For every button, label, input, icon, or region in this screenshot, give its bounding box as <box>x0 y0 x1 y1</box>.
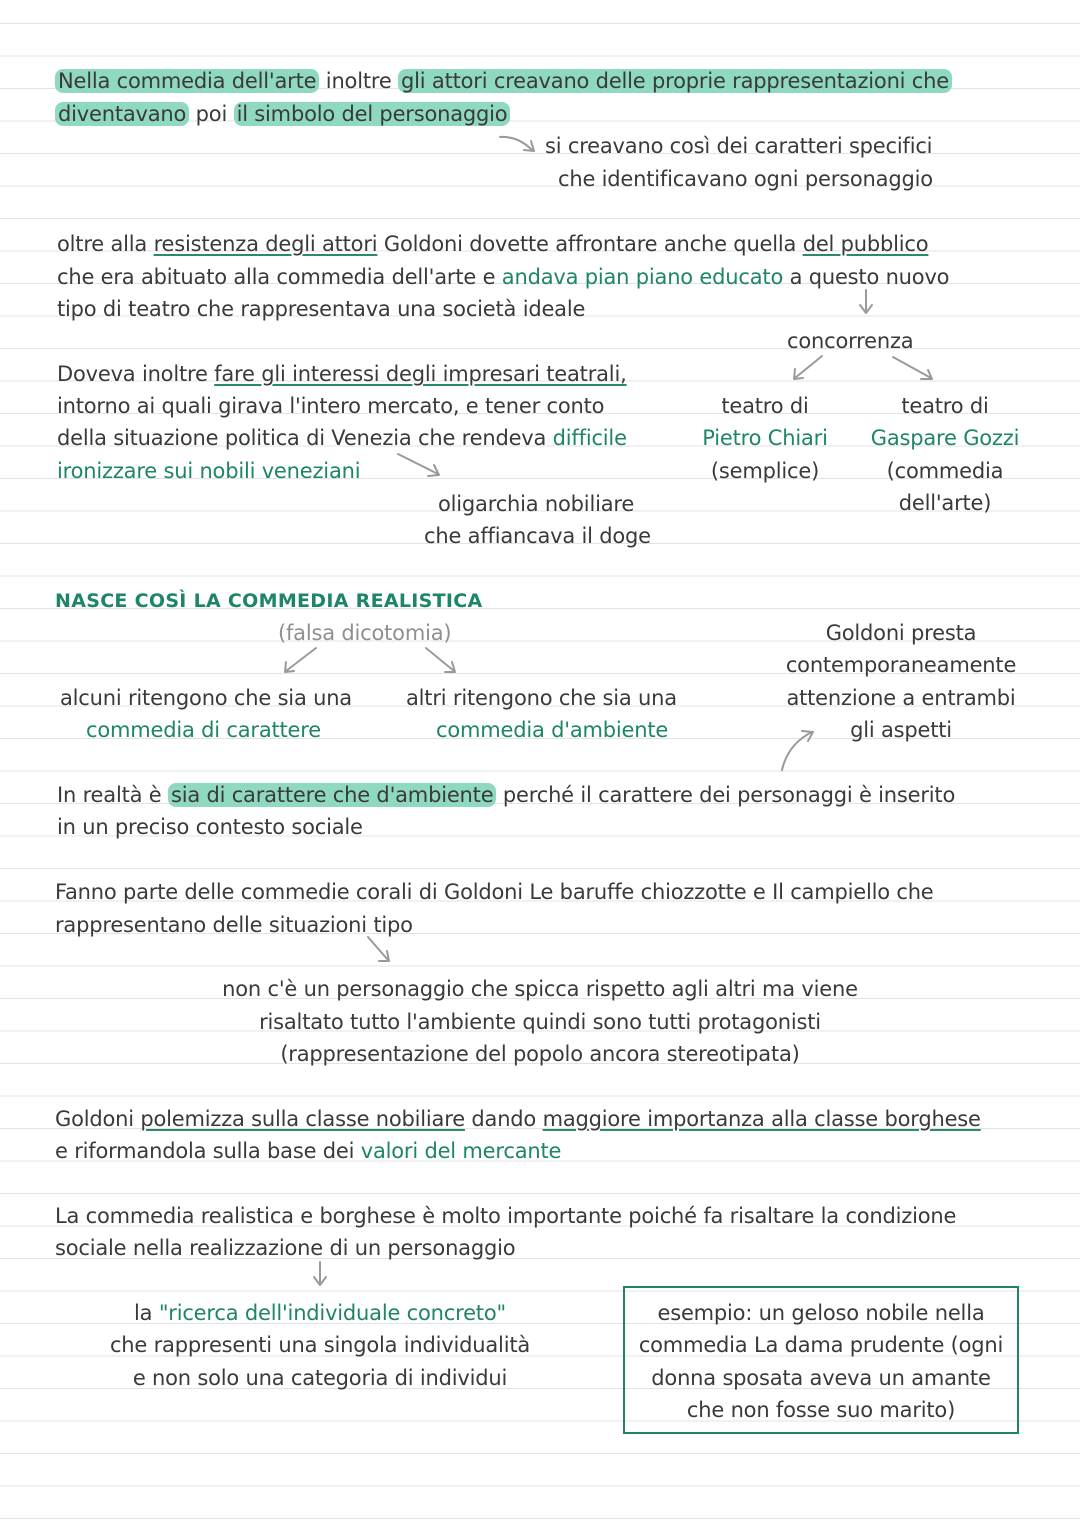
diag-arrow-left-icon <box>285 648 316 672</box>
example-l2: commedia La dama prudente (ogni <box>638 1333 1004 1357</box>
teatro-gozzi-note2: dell'arte) <box>898 491 992 515</box>
underlined-text: del pubblico <box>802 232 929 256</box>
teatro-gozzi-name: Gaspare Gozzi <box>870 426 1020 450</box>
mid-claim-l1: altri ritengono che sia una <box>406 686 677 710</box>
goldoni-note-l1: Goldoni presta <box>825 621 977 645</box>
goldoni-note-l4: gli aspetti <box>850 718 952 742</box>
teatro-chiari-name: Pietro Chiari <box>702 426 828 450</box>
green-text: "ricerca dell'individuale concreto" <box>158 1301 506 1325</box>
left-claim-l1: alcuni ritengono che sia una <box>60 686 352 710</box>
example-l1: esempio: un geloso nobile nella <box>657 1301 985 1325</box>
diag-arrow-icon <box>368 937 389 961</box>
goldoni-note-l2: contemporaneamente <box>785 653 1017 677</box>
falsa-dicotomia-label: (falsa dicotomia) <box>278 621 452 645</box>
p8-line2: sociale nella realizzazione di un personaggio <box>55 1236 516 1260</box>
example-l4: che non fosse suo marito) <box>686 1398 956 1422</box>
p5-line2: in un preciso contesto sociale <box>57 815 363 839</box>
highlight-text: sia di carattere che d'ambiente <box>168 783 496 807</box>
p6-line1: Fanno parte delle commedie corali di Goldoni Le baruffe chiozzotte e Il campiello che <box>55 880 934 904</box>
highlight-text: il simbolo del personaggio <box>234 102 511 126</box>
highlight-text: diventavano <box>55 102 189 126</box>
p7-line1: Goldoni polemizza sulla classe nobiliare dando maggiore importanza alla classe borghese <box>55 1107 981 1131</box>
p1-note-line1: si creavano così dei caratteri specifici <box>545 134 933 158</box>
p6-note-line2: risaltato tutto l'ambiente quindi sono tutti protagonisti <box>259 1010 821 1034</box>
p3-line1: Doveva inoltre fare gli interessi degli impresari teatrali, <box>57 362 627 386</box>
teatro-gozzi-l1: teatro di <box>901 394 989 418</box>
p2-line2: che era abituato alla commedia dell'arte e andava pian piano educato a questo nuovo <box>57 265 950 289</box>
teatro-chiari-note: (semplice) <box>710 459 820 483</box>
p6-line2: rappresentano delle situazioni tipo <box>55 913 413 937</box>
p1-line1: Nella commedia dell'arte inoltre gli attori creavano delle proprie rappresentazioni che <box>55 68 952 94</box>
underlined-text: polemizza sulla classe nobiliare <box>140 1107 465 1131</box>
diag-arrow-right-icon <box>426 648 455 672</box>
p3-note-line1: oligarchia nobiliare <box>438 492 635 516</box>
highlight-text: gli attori creavano delle proprie rappresentazioni che <box>398 69 952 93</box>
ricerca-l3: e non solo una categoria di individui <box>132 1366 508 1390</box>
underlined-text: fare gli interessi degli impresari teatrali, <box>214 362 627 386</box>
diag-arrow-icon <box>398 454 439 476</box>
goldoni-note-l3: attenzione a entrambi <box>786 686 1016 710</box>
down-arrow-icon <box>314 1262 326 1285</box>
mid-claim-l2: commedia d'ambiente <box>436 718 669 742</box>
section-heading: NASCE COSÌ LA COMMEDIA REALISTICA <box>55 590 483 612</box>
teatro-chiari-l1: teatro di <box>721 394 809 418</box>
curved-arrow-icon <box>500 137 534 151</box>
ricerca-l1: la "ricerca dell'individuale concreto" <box>134 1301 506 1325</box>
p2-line1: oltre alla resistenza degli attori Goldoni dovette affrontare anche quella del pubblico <box>57 232 929 256</box>
p3-line2: intorno ai quali girava l'intero mercato, e tener conto <box>57 394 605 418</box>
green-text: valori del mercante <box>360 1139 562 1163</box>
green-text: difficile <box>552 426 627 450</box>
p6-note-line3: (rappresentazione del popolo ancora stereotipata) <box>280 1042 800 1066</box>
p3-line3: della situazione politica di Venezia che rendeva difficile <box>57 426 627 450</box>
ricerca-l2: che rappresenti una singola individualità <box>109 1333 531 1357</box>
highlight-text: Nella commedia dell'arte <box>55 69 319 93</box>
p3-line4: ironizzare sui nobili veneziani <box>57 459 361 483</box>
p7-line2: e riformandola sulla base dei valori del mercante <box>55 1139 562 1163</box>
teatro-gozzi-note1: (commedia <box>886 459 1004 483</box>
p1-note-line2: che identificavano ogni personaggio <box>558 167 933 191</box>
diag-arrow-left-icon <box>794 356 822 379</box>
example-l3: donna sposata aveva un amante <box>651 1366 991 1390</box>
underlined-text: maggiore importanza alla classe borghese <box>542 1107 981 1131</box>
p6-note-line1: non c'è un personaggio che spicca rispetto agli altri ma viene <box>222 977 858 1001</box>
diag-arrow-right-icon <box>893 357 932 379</box>
p5-line1: In realtà è sia di carattere che d'ambiente perché il carattere dei personaggi è inserito <box>57 783 956 807</box>
underlined-text: resistenza degli attori <box>153 232 378 256</box>
p1-line2: diventavano poi il simbolo del personaggio <box>55 101 510 127</box>
concorrenza-label: concorrenza <box>787 329 914 353</box>
green-text: andava pian piano educato <box>501 265 784 289</box>
left-claim-l2: commedia di carattere <box>86 718 321 742</box>
down-arrow-icon <box>860 290 872 313</box>
p8-line1: La commedia realistica e borghese è molto importante poiché fa risaltare la condizione <box>55 1204 957 1228</box>
p2-line3: tipo di teatro che rappresentava una società ideale <box>57 297 586 321</box>
p3-note-line2: che affiancava il doge <box>424 524 651 548</box>
